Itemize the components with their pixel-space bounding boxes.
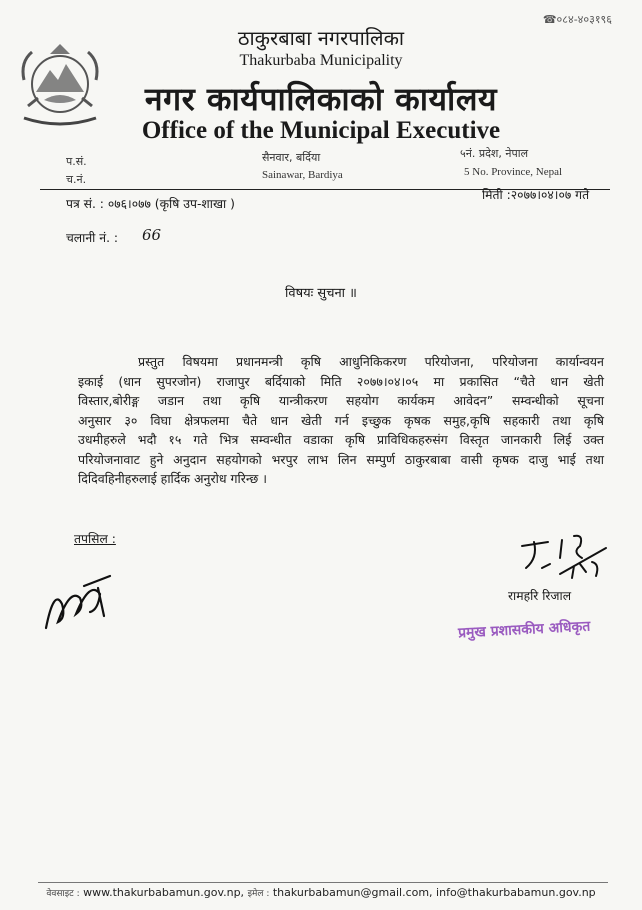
office-title-english: Office of the Municipal Executive [141, 117, 501, 144]
letter-date: मिती :२०७७।०४।०७ गते [482, 188, 590, 202]
notice-paragraph [78, 352, 604, 489]
ps-label: प.सं. [66, 155, 87, 168]
paragraph-line: विस्तार,बोरीङ्ग जडान तथा कृषि यान्त्रीकरण सहयोग कार्यकम आवेदन” सम्वन्धीको सूचना [78, 393, 604, 408]
signatory-name: रामहरि रिजाल [508, 589, 572, 603]
paragraph-line: दिदिवहिनीहरुलाई हार्दिक अनुरोध गरिन्छ । [78, 471, 267, 486]
paragraph-line: अनुसार ३० विघा क्षेत्रफलमा चैते धान खेती गर्न इच्छुक कृषक समुह,कृषि सहकारी तथा कृषि [78, 412, 604, 428]
phone-number: ☎०८४-४०३१९६ [542, 13, 612, 26]
dispatch-number: 66 [142, 226, 162, 244]
handwritten-signature-left [40, 568, 120, 638]
footer-divider [38, 882, 608, 883]
address-english: Sainawar, Bardiya [262, 169, 343, 181]
email-label: इमेल : [247, 889, 270, 899]
municipality-name-nepali: ठाकुरबाबा नगरपालिका [237, 26, 405, 50]
paragraph-line: प्रस्तुत विषयमा प्रधानमन्त्री कृषि आधुनिकिकरण परियोजना, परियोजना कार्यान्वयन [138, 354, 604, 369]
website-label: वेवसाइट : [46, 889, 80, 899]
website-link[interactable]: www.thakurbabamun.gov.np, [83, 886, 245, 899]
paragraph-line: इकाई (धान सुपरजोन) राजापुर बर्दियाको मिति २०७७।०४।०५ मा प्रकासित “चैते धान खेती [78, 373, 604, 389]
chn-label: च.नं. [66, 173, 87, 186]
email-links[interactable]: thakurbabamun@gmail.com, info@thakurbabamun.gov.np [272, 886, 596, 899]
cc-label: तपसिल : [74, 532, 116, 546]
address-nepali: सैनवार, बर्दिया [262, 151, 321, 164]
reference-number: पत्र सं. : ०७६।०७७ (कृषि उप-शाखा ) [66, 197, 235, 211]
paragraph-line: उधमीहरुले भदौ १५ गते भित्र सम्वन्धीत वडाका कृषि प्राविधिकहरुसंग विस्तृत जानकारी लिई उक्त [78, 432, 604, 447]
signatory-title-stamp: प्रमुख प्रशासकीय अधिकृत [457, 618, 591, 642]
letter-subject: विषयः सुचना ॥ [285, 286, 357, 301]
municipality-name-english: Thakurbaba Municipality [239, 52, 403, 69]
dispatch-label: चलानी नं. : [66, 231, 119, 245]
handwritten-signature-right [514, 528, 614, 588]
province-english: 5 No. Province, Nepal [464, 166, 563, 178]
footer-contact [0, 886, 642, 899]
province-nepali: ५नं. प्रदेश, नेपाल [460, 147, 529, 160]
paragraph-line: परियोजनावाट हुने अनुदान सहयोगको भरपुर लाभ लिन सम्पुर्ण ठाकुरबाबा वासी कृषक दाजु भाई तथा [78, 451, 604, 467]
office-title-nepali: नगर कार्यपालिकाको कार्यालय [144, 80, 498, 118]
